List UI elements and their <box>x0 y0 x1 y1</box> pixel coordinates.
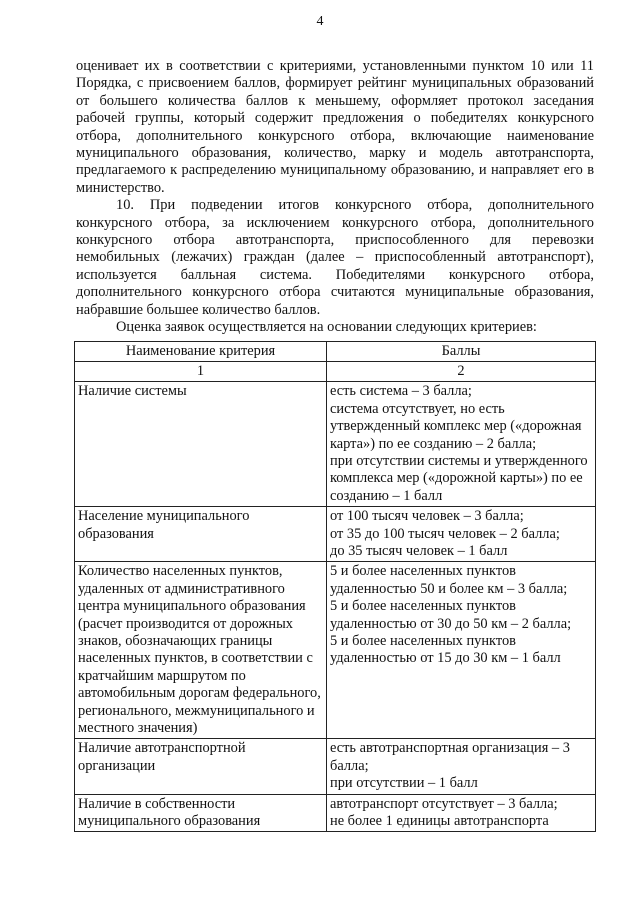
page-number: 4 <box>316 14 324 29</box>
criterion-points <box>327 739 596 794</box>
points-line: от 100 тысяч человек – 3 балла; <box>330 508 524 525</box>
criterion-name: Наличие системы <box>75 382 327 507</box>
criterion-points <box>327 794 596 832</box>
points-line: 5 и более населенных пунктов удаленностью 50 и более км – 3 балла; <box>330 563 568 597</box>
criteria-table <box>74 341 596 833</box>
points-line: не более 1 единицы автотранспорта <box>330 813 549 830</box>
points-line: есть автотранспортная организация – 3 балла; <box>330 740 570 774</box>
points-line: до 35 тысяч человек – 1 балл <box>330 542 508 559</box>
paragraph-continuation: оценивает их в соответствии с критериями, установленными пунктом 10 или 11 Порядка, с присвоением баллов, формирует рейтинг муниципальных образований от большего количества баллов к меньшему, оформляет протокол заседания рабочей группы, который содержит предложения о победителях конкурсного отбора, дополнительного конкурсного отбора, включающие наименование муниципального образования, количество, марку и модель автотранспорта, предлагаемого к распределению муниципальному образованию, и направляет его в министерство. <box>76 58 594 196</box>
table-row <box>75 562 596 739</box>
document-body <box>76 58 594 832</box>
table-header-row <box>75 341 596 361</box>
criterion-points <box>327 562 596 739</box>
criterion-points <box>327 507 596 562</box>
criterion-points <box>327 382 596 507</box>
criterion-name: Наличие в собственности муниципального образования <box>75 794 327 832</box>
points-line: есть система – 3 балла; <box>330 383 472 400</box>
header-criterion: Наименование критерия <box>75 341 327 361</box>
points-line: система отсутствует, но есть утвержденный комплекс мер («дорожная карта») по ее созданию – 2 балла; <box>330 400 582 452</box>
table-row <box>75 382 596 507</box>
points-line: 5 и более населенных пунктов удаленностью от 30 до 50 км – 2 балла; <box>330 598 572 632</box>
table-row <box>75 794 596 832</box>
column-number: 1 <box>75 361 327 381</box>
table-row <box>75 507 596 562</box>
paragraph-10: 10. При подведении итогов конкурсного отбора, дополнительного конкурсного отбора, за исключением конкурсного отбора, дополнительного конкурсного отбора автотранспорта, приспособленного для перевозки немобильных (лежачих) граждан (далее – приспособленный автотранспорт), используется балльная система. Победителями конкурсного отбора, дополнительного конкурсного отбора считаются муниципальные образования, набравшие большее количество баллов. <box>76 197 594 318</box>
table-row <box>75 739 596 794</box>
points-line: 5 и более населенных пунктов удаленностью от 15 до 30 км – 1 балл <box>330 633 561 667</box>
column-number: 2 <box>327 361 596 381</box>
criteria-intro: Оценка заявок осуществляется на основании следующих критериев: <box>116 319 537 336</box>
points-line: при отсутствии системы и утвержденного комплекса мер («дорожной карты») по ее созданию – 1 балл <box>330 452 588 504</box>
table-number-row <box>75 361 596 381</box>
criterion-name: Население муниципального образования <box>75 507 327 562</box>
points-line: от 35 до 100 тысяч человек – 2 балла; <box>330 525 560 542</box>
points-line: при отсутствии – 1 балл <box>330 775 478 792</box>
criterion-name: Наличие автотранспортной организации <box>75 739 327 794</box>
header-points: Баллы <box>327 341 596 361</box>
criterion-name: Количество населенных пунктов, удаленных от административного центра муниципального образования (расчет производится от дорожных знаков, обозначающих границы населенных пунктов, в соответствии с кратчайшим маршрутом по автомобильным дорогам федерального, регионального, межмуниципального и местного значения) <box>75 562 327 739</box>
points-line: автотранспорт отсутствует – 3 балла; <box>330 795 558 812</box>
